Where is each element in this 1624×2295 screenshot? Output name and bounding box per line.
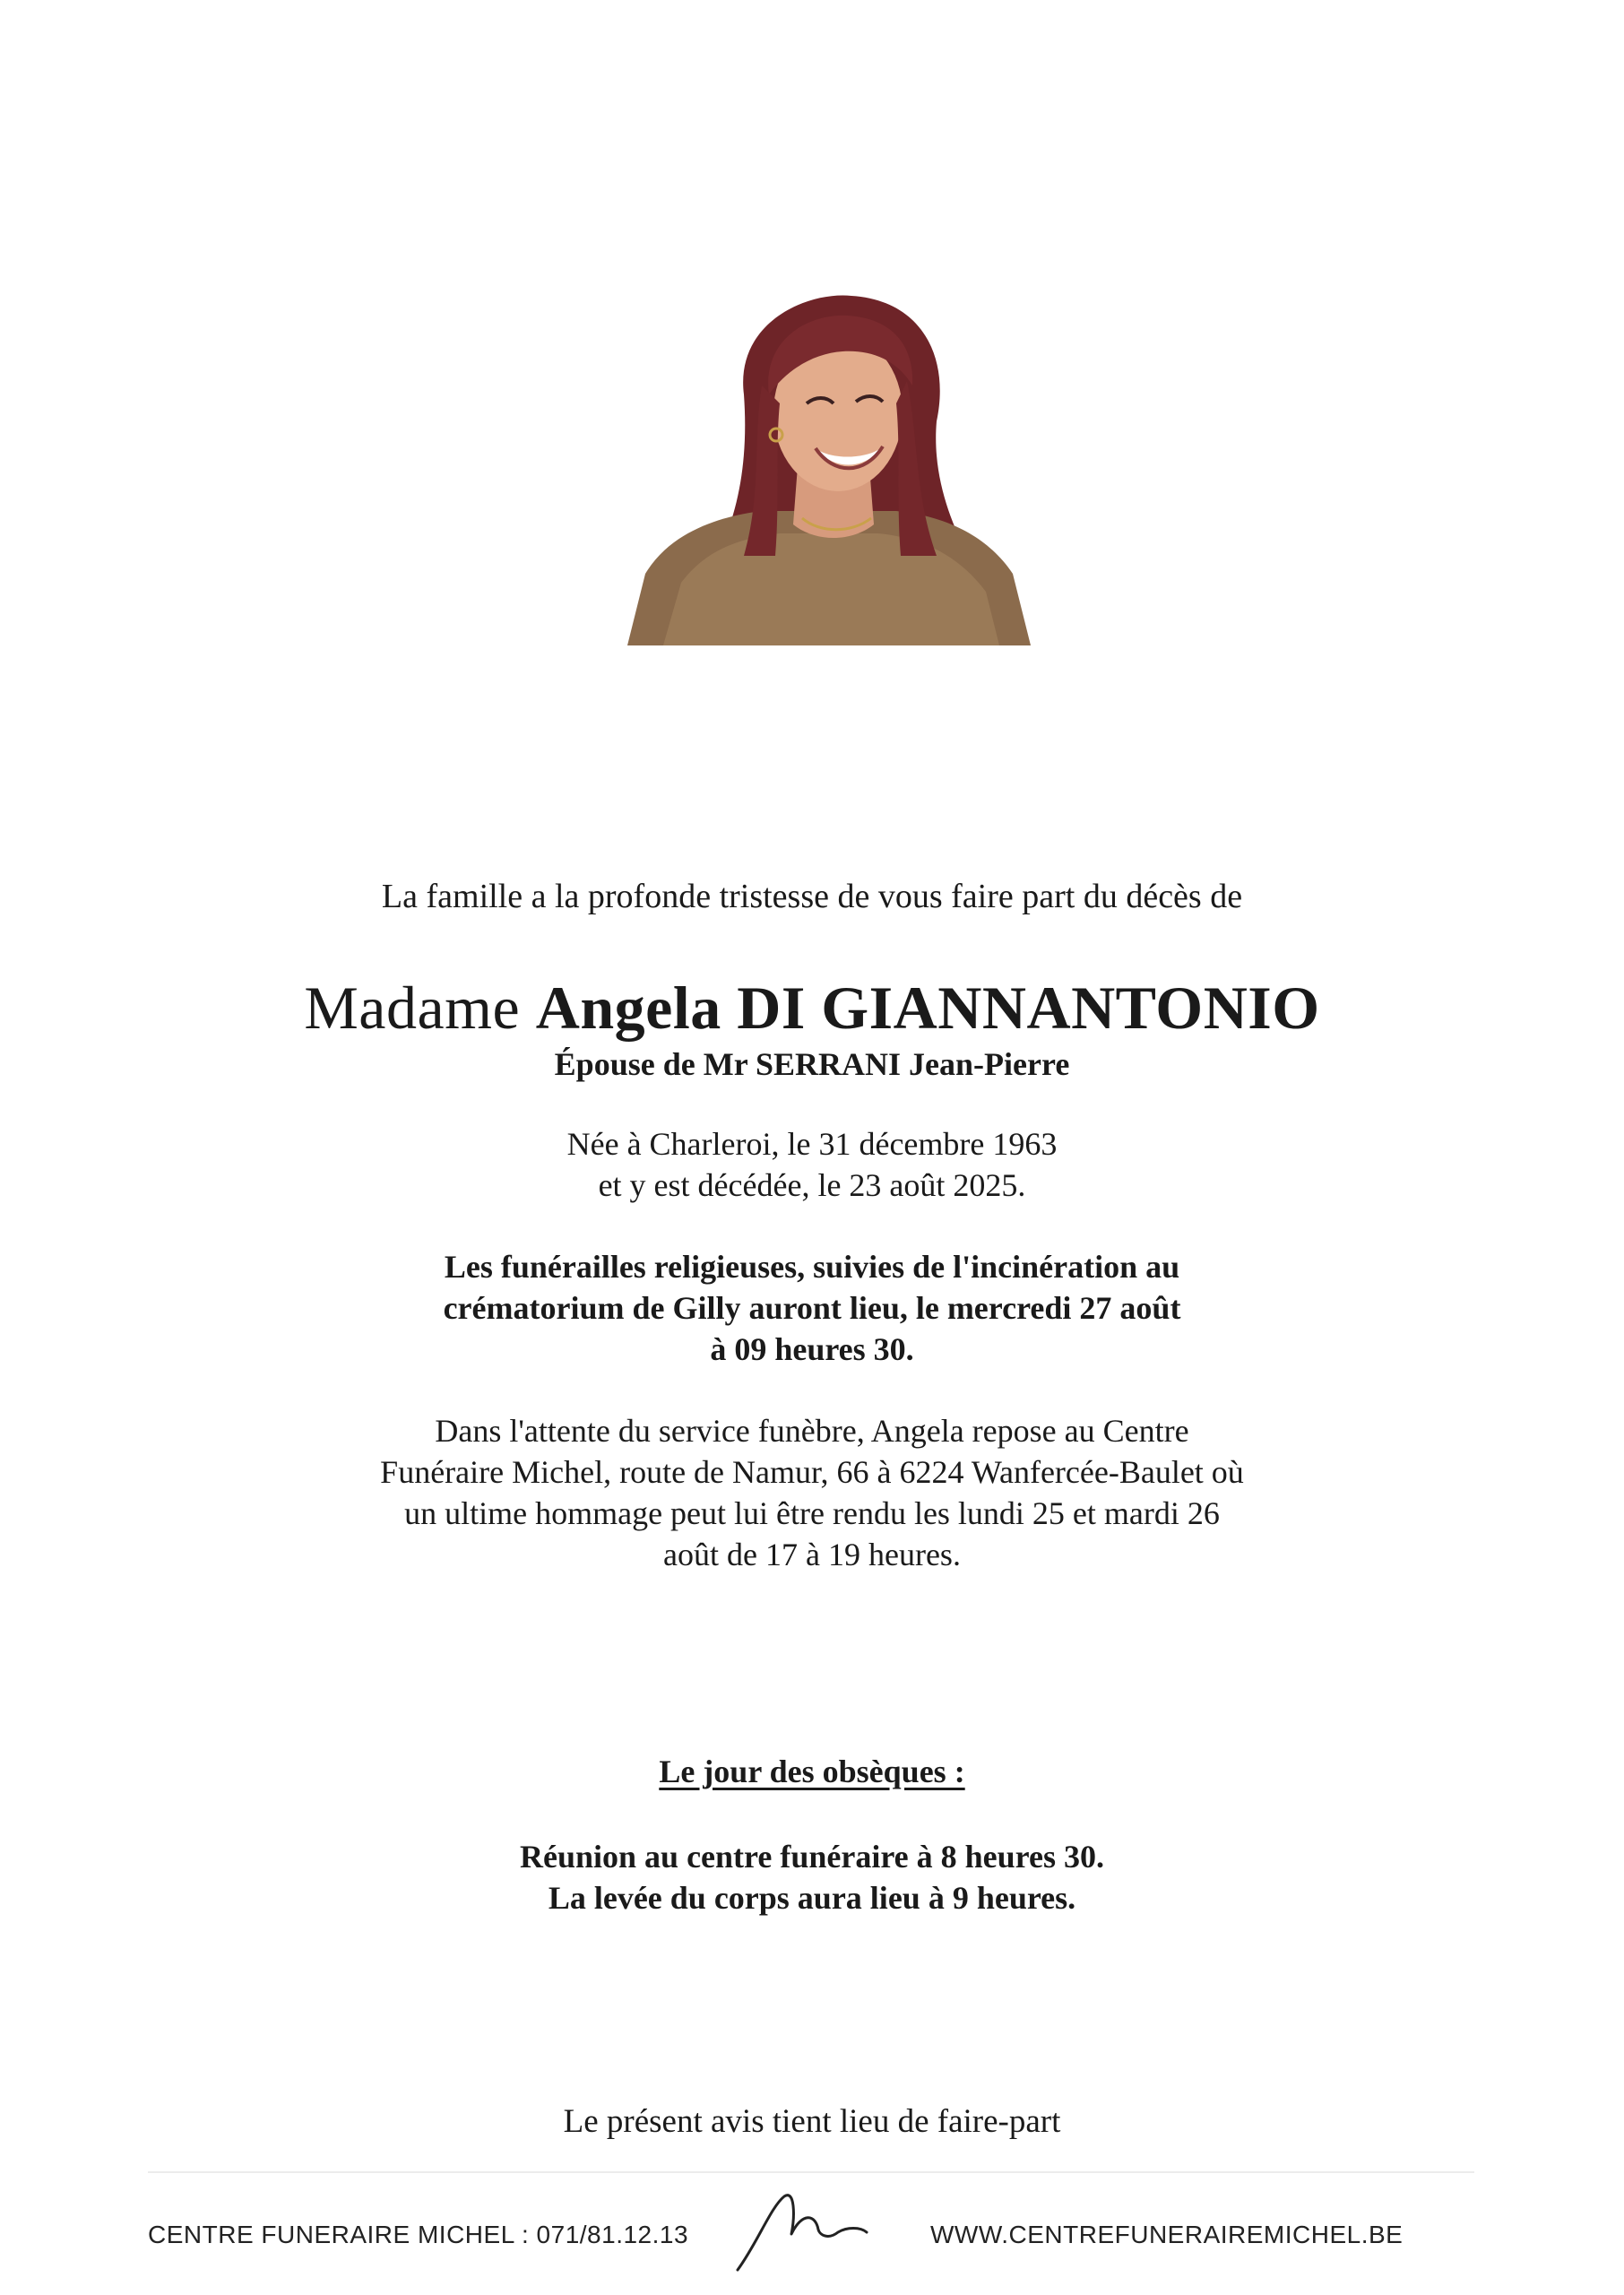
centre-funeraire-michel-logo-icon (730, 2180, 874, 2279)
death-line: et y est décédée, le 23 août 2025. (598, 1167, 1026, 1203)
footer-website-link[interactable]: WWW.CENTREFUNERAIREMICHEL.BE (930, 2221, 1404, 2248)
visitation-line: Dans l'attente du service funèbre, Angela repose au Centre (435, 1413, 1189, 1449)
funeral-block (0, 1246, 1624, 1370)
honorific: Madame (304, 974, 521, 1042)
deceased-name (0, 973, 1624, 1044)
footer-contact: CENTRE FUNERAIRE MICHEL : 071/81.12.13 (148, 2221, 689, 2248)
notice-text: Le présent avis tient lieu de faire-part (563, 2103, 1061, 2140)
funeral-line: à 09 heures 30. (710, 1331, 914, 1367)
funeral-day-heading: Le jour des obsèques : (659, 1754, 965, 1789)
intro-text: La famille a la profonde tristesse de vous faire part du décès de (381, 878, 1243, 915)
funeral-line: crématorium de Gilly auront lieu, le mercredi 27 août (443, 1290, 1181, 1326)
birth-line: Née à Charleroi, le 31 décembre 1963 (566, 1126, 1058, 1162)
visitation-line: un ultime hommage peut lui être rendu les lundi 25 et mardi 26 (404, 1495, 1220, 1531)
funeral-line: Les funérailles religieuses, suivies de l'incinération au (444, 1249, 1180, 1285)
schedule-block (0, 1836, 1624, 1918)
portrait-photo (627, 287, 1031, 645)
birth-death-block (0, 1123, 1624, 1206)
full-name: Angela DI GIANNANTONIO (535, 974, 1320, 1042)
footer-divider (148, 2171, 1474, 2173)
visitation-block (0, 1410, 1624, 1575)
schedule-line: La levée du corps aura lieu à 9 heures. (548, 1880, 1076, 1916)
visitation-line: août de 17 à 19 heures. (663, 1537, 961, 1572)
visitation-line: Funéraire Michel, route de Namur, 66 à 6224 Wanfercée-Baulet où (380, 1454, 1244, 1490)
spouse-line: Épouse de Mr SERRANI Jean-Pierre (554, 1046, 1070, 1082)
schedule-line: Réunion au centre funéraire à 8 heures 30. (520, 1839, 1104, 1875)
